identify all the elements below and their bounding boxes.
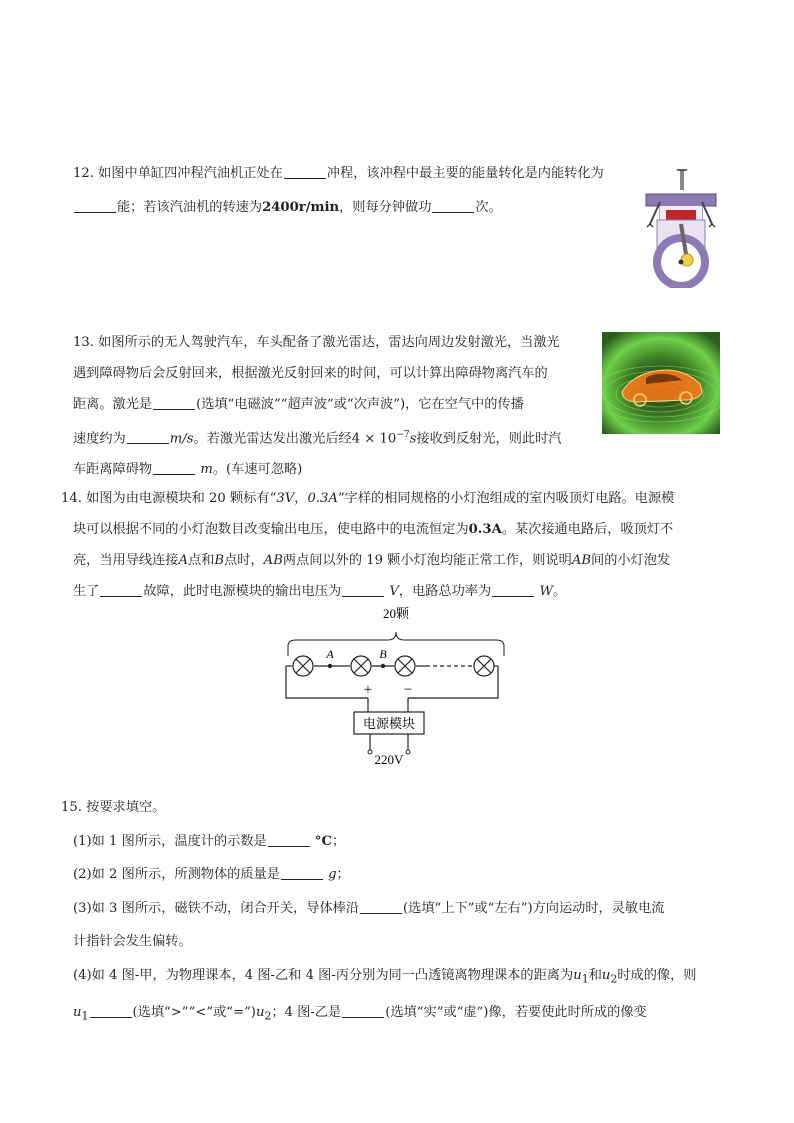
q13-line-4: 速度约为 m/s。若激光雷达发出激光后经$4 \times 10^{-7}s$接收到反射光，则此时汽 xyxy=(73,430,562,447)
q15-part-3: (3)如 3 图所示，磁铁不动，闭合开关，导体棒沿 (选填“上下”或“左右”)方向运动时，灵敏电流 xyxy=(73,900,665,916)
point-b-label: B xyxy=(379,647,387,661)
q13-line-1: 13. 如图所示的无人驾驶汽车，车头配备了激光雷达，雷达向周边发射激光，当激光 xyxy=(73,335,560,350)
q15-title: 15. 按要求填空。 xyxy=(61,800,166,815)
q14-line-4: 生了 故障，此时电源模块的输出电压为 V，电路总功率为 W。 xyxy=(73,584,567,599)
question-15 xyxy=(61,791,697,1033)
q15-part-3-cont: 计指针会发生偏转。 xyxy=(73,934,192,950)
input-voltage-label: 220V xyxy=(374,752,404,767)
q13-line-3: 距离。激光是 (选填“电磁波”“超声波”或“次声波”)，它在空气中的传播 xyxy=(73,397,524,412)
power-module-label: 电源模块 xyxy=(362,717,416,732)
answer-blank xyxy=(281,865,323,880)
bulb-icon xyxy=(395,656,415,676)
engine-figure xyxy=(640,166,722,288)
answer-blank xyxy=(492,582,534,597)
question-12 xyxy=(73,158,604,223)
bulb-icon xyxy=(351,656,371,676)
q14-line-2: 块可以根据不同的小灯泡数目改变输出电压，使电路中的电流恒定为0.3A。某次接通电路后，吸顶灯不 xyxy=(73,522,674,537)
answer-blank xyxy=(342,582,384,597)
answer-blank xyxy=(90,1003,132,1018)
q15-part-1: (1)如 1 图所示，温度计的示数是 °C； xyxy=(73,833,346,849)
answer-blank xyxy=(74,198,116,213)
minus-terminal: − xyxy=(403,682,413,698)
lidar-car-figure xyxy=(602,332,720,434)
circuit-diagram xyxy=(280,600,520,770)
answer-blank xyxy=(360,899,402,914)
q12-line-2: 能；若该汽油机的转速为2400r/min，则每分钟做功 次。 xyxy=(73,192,604,223)
answer-blank xyxy=(342,1003,384,1018)
q14-line-1: 14. 如图为由电源模块和 20 颗标有“3V，0.3A”字样的相同规格的小灯泡组成的室内吸顶灯电路。电源模 xyxy=(61,491,675,506)
question-13 xyxy=(73,327,561,485)
q12-line-1: 12. 如图中单缸四冲程汽油机正处在 冲程，该冲程中最主要的能量转化是内能转化为 xyxy=(73,166,604,181)
q13-line-5: 车距离障碍物 m。(车速可忽略) xyxy=(73,462,303,478)
answer-blank xyxy=(284,164,326,179)
answer-blank xyxy=(153,395,195,410)
question-14 xyxy=(61,483,675,607)
bulb-icon xyxy=(293,656,313,676)
q13-line-2: 遇到障碍物后会反射回来，根据激光反射回来的时间，可以计算出障碍物离汽车的 xyxy=(73,366,548,381)
q15-part-4: (4)如 4 图-甲，为物理课本，4 图-乙和 4 图-丙分别为同一凸透镜离物理课本的距离为$u_1$和$u_2$时成的像，则 xyxy=(73,967,697,986)
q15-part-4-cont: $u_1$ (选填“>”“<”或“$=”)u_2$；4 图-乙是 (选填“实”或“虚”)像，若要使此时所成的像变 xyxy=(73,1005,647,1023)
q14-line-3: 亮，当用导线连接A点和B点时，AB两点间以外的 19 颗小灯泡均能正常工作，则说明AB间的小灯泡发 xyxy=(73,553,671,568)
bulb-icon xyxy=(474,656,494,676)
point-a-label: A xyxy=(326,647,334,661)
answer-blank xyxy=(432,198,474,213)
answer-blank xyxy=(153,460,195,475)
q15-part-2: (2)如 2 图所示，所测物体的质量是 g； xyxy=(73,867,350,883)
bulb-count-label: 20颗 xyxy=(382,606,410,621)
plus-terminal: + xyxy=(363,682,373,698)
answer-blank xyxy=(127,429,169,444)
answer-blank xyxy=(268,832,310,847)
answer-blank xyxy=(100,582,142,597)
